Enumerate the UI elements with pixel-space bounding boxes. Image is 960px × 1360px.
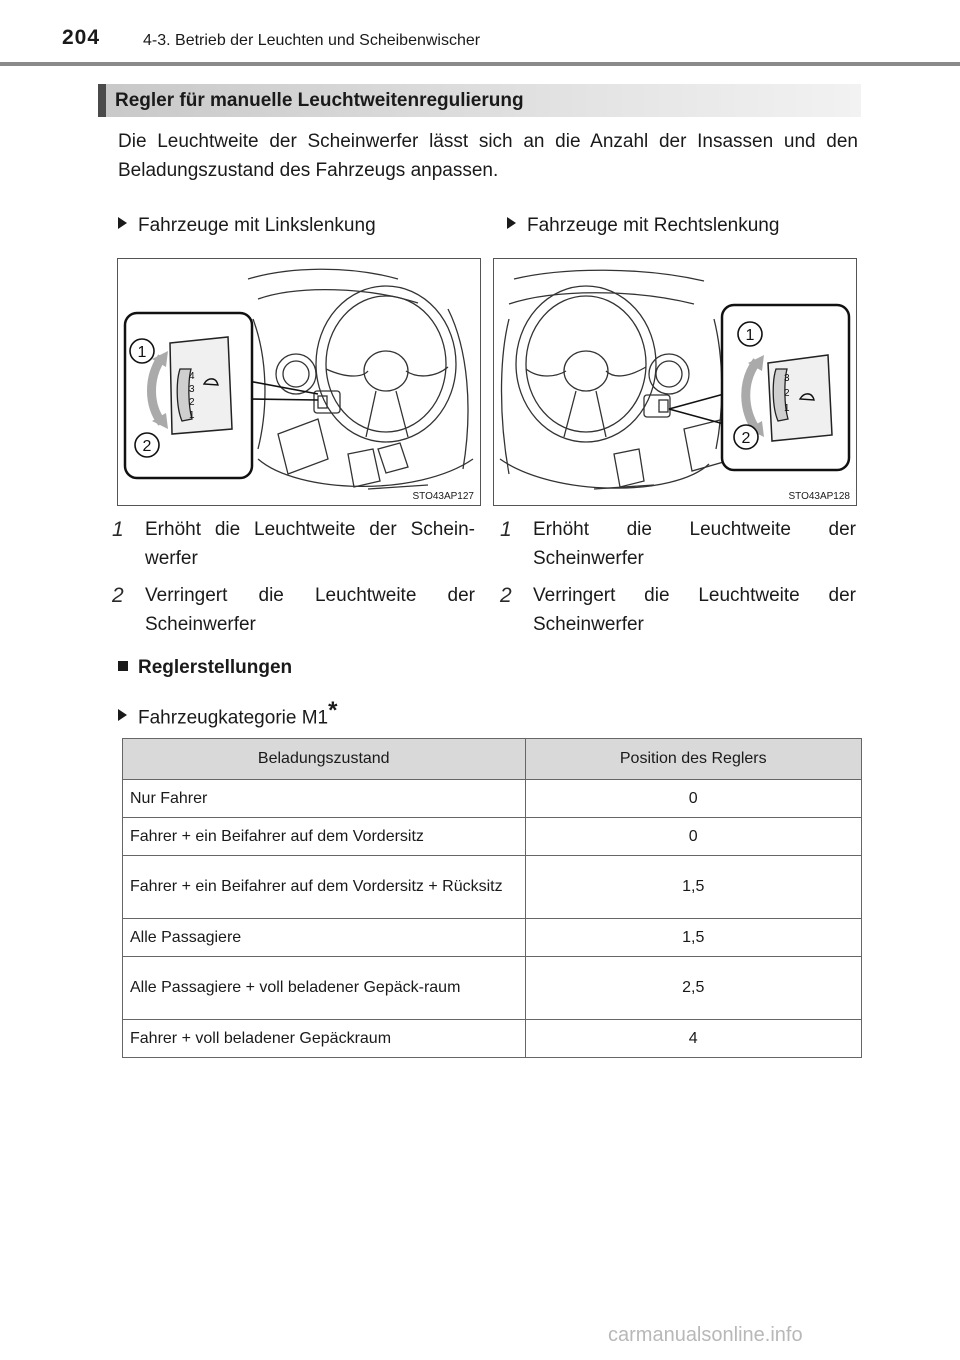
page-header: [0, 0, 960, 66]
figure-code: STO43AP128: [788, 491, 850, 502]
load-cell: Fahrer + ein Beifahrer auf dem Vordersitz: [123, 818, 526, 856]
watermark: carmanualsonline.info: [608, 1324, 803, 1346]
caption-text: Erhöht die Leuchtweite der Schein-werfer: [145, 519, 475, 569]
dashboard-illustration-left: [118, 259, 480, 505]
callout-2: 2: [741, 430, 751, 447]
vehicle-category: Fahrzeugkategorie M1*: [118, 695, 337, 729]
triangle-bullet-icon: [118, 217, 127, 229]
intro-paragraph: Die Leuchtweite der Scheinwerfer lässt sich an die Anzahl der Insassen und den Beladungszustand des Fahrzeugs anpassen.: [118, 131, 858, 181]
settings-table: [122, 738, 862, 1058]
position-cell: 4: [525, 1020, 862, 1058]
callout-1: 1: [137, 344, 147, 361]
figure-left-hand-drive: [117, 258, 481, 506]
triangle-bullet-icon: [118, 709, 127, 721]
svg-text:2: 2: [784, 388, 790, 399]
table-header-row: [123, 739, 862, 780]
column-header-load: Beladungszustand: [123, 739, 526, 780]
caption-number: 2: [500, 584, 512, 607]
caption-text: Verringert die Leuchtweite der Scheinwerfer: [533, 585, 856, 635]
svg-text:1: 1: [189, 410, 195, 421]
table-row: [123, 1020, 862, 1058]
caption-number: 2: [112, 584, 124, 607]
figure-code: STO43AP127: [412, 491, 474, 502]
load-cell: Nur Fahrer: [123, 780, 526, 818]
figure-heading-left: Fahrzeuge mit Linkslenkung: [118, 215, 376, 237]
position-cell: 1,5: [525, 919, 862, 957]
svg-text:1: 1: [784, 403, 790, 414]
page-number: 204: [62, 26, 101, 49]
section-title: Regler für manuelle Leuchtweitenregulierung: [115, 90, 524, 111]
table-row: [123, 856, 862, 919]
section-accent: [98, 84, 106, 117]
position-cell: 2,5: [525, 957, 862, 1020]
svg-text:4: 4: [189, 371, 195, 382]
callout-1: 1: [745, 327, 755, 344]
svg-text:3: 3: [784, 373, 790, 384]
load-cell: Alle Passagiere + voll beladener Gepäck-raum: [123, 957, 526, 1020]
table-row: [123, 919, 862, 957]
table-row: [123, 957, 862, 1020]
caption-text: Erhöht die Leuchtweite der Scheinwerfer: [533, 519, 856, 569]
square-bullet-icon: [118, 661, 128, 671]
svg-text:3: 3: [189, 384, 195, 395]
callout-2: 2: [142, 438, 152, 455]
svg-text:2: 2: [189, 397, 195, 408]
caption-text: Verringert die Leuchtweite der Scheinwerfer: [145, 585, 475, 635]
load-cell: Fahrer + voll beladener Gepäckraum: [123, 1020, 526, 1058]
position-cell: 0: [525, 780, 862, 818]
load-cell: Fahrer + ein Beifahrer auf dem Vordersitz + Rücksitz: [123, 856, 526, 919]
figure-right-hand-drive: [493, 258, 857, 506]
load-cell: Alle Passagiere: [123, 919, 526, 957]
position-cell: 0: [525, 818, 862, 856]
footnote-mark: *: [328, 697, 338, 724]
caption-number: 1: [500, 518, 512, 541]
header-rule: [0, 62, 960, 66]
section-title-bar: [98, 84, 861, 117]
position-cell: 1,5: [525, 856, 862, 919]
column-header-position: Position des Reglers: [525, 739, 862, 780]
table-row: [123, 780, 862, 818]
table-row: [123, 818, 862, 856]
dashboard-illustration-right: [494, 259, 856, 505]
settings-heading: Reglerstellungen: [118, 657, 292, 679]
triangle-bullet-icon: [507, 217, 516, 229]
chapter-title: 4-3. Betrieb der Leuchten und Scheibenwischer: [143, 32, 481, 49]
figure-heading-right: Fahrzeuge mit Rechtslenkung: [507, 215, 779, 237]
caption-number: 1: [112, 518, 124, 541]
